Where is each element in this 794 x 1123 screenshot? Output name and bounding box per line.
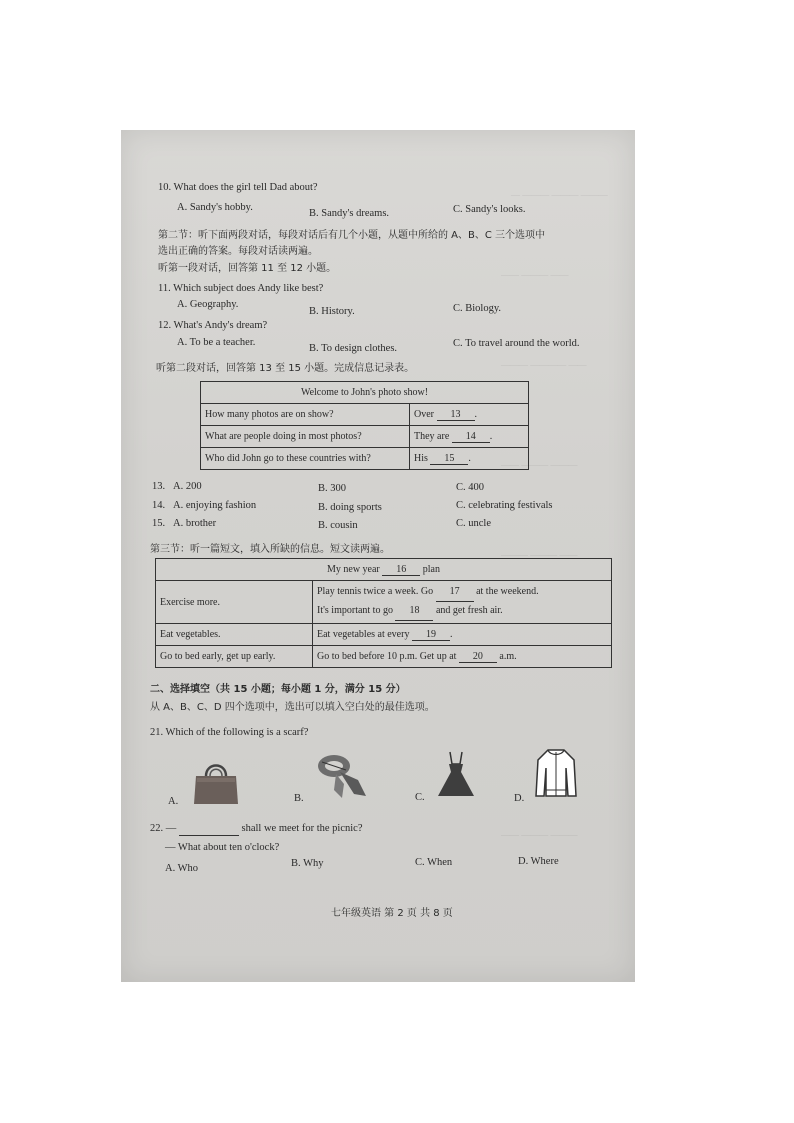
section2-instruction-line1: 第二节：听下面两段对话，每段对话后有几个小题，从题中所给的 A、B、C 三个选项中 [158, 230, 546, 241]
photo-show-table-title: Welcome to John's photo show! [201, 382, 529, 404]
q21-option-a: A. [168, 796, 179, 807]
bleed-through-text: — ——— ——— ——— [511, 190, 608, 200]
exam-page [121, 130, 635, 982]
section2-instruction-line2: 选出正确的答案。每段对话读两遍。 [158, 246, 318, 257]
table-row [201, 448, 529, 470]
q11-stem: 11. Which subject does Andy like best? [158, 283, 324, 294]
q14-option-b: B. doing sports [318, 502, 382, 513]
q15-option-a: A. brother [173, 518, 217, 529]
q14-option-c: C. celebrating festivals [456, 500, 553, 511]
q14-number: 14. [152, 500, 166, 511]
new-year-plan-table [155, 558, 612, 668]
answer-blank-18: 18 [395, 602, 433, 621]
table-row [156, 646, 612, 668]
answer-blank-15: 15 [430, 453, 468, 465]
table-question: How many photos are on show? [201, 404, 410, 426]
answer-blank-16: 16 [382, 564, 420, 576]
q12-option-a: A. To be a teacher. [177, 337, 256, 348]
part2-instruction: 从 A、B、C、D 四个选项中，选出可以填入空白处的最佳选项。 [150, 702, 435, 713]
q10-option-a: A. Sandy's hobby. [177, 202, 253, 213]
q22-reply: — What about ten o'clock? [165, 842, 280, 853]
part2-heading: 二、选择填空（共 15 小题；每小题 1 分，满分 15 分） [150, 684, 406, 695]
table-answer: They are 14 . [410, 426, 529, 448]
q14-option-a: A. enjoying fashion [173, 500, 257, 511]
plan-table-title: My new year 16 plan [156, 559, 612, 581]
bleed-through-text: —— ——— ——— [501, 460, 578, 470]
plan-detail-sleep: Go to bed before 10 p.m. Get up at 20 a.m. [313, 646, 612, 668]
q15-option-b: B. cousin [318, 520, 358, 531]
answer-blank-13: 13 [437, 409, 475, 421]
q11-option-b: B. History. [309, 306, 355, 317]
table-answer: Over 13 . [410, 404, 529, 426]
table-row [201, 426, 529, 448]
bleed-through-text: ——— ———— —— [501, 360, 587, 370]
q13-option-b: B. 300 [318, 483, 347, 494]
table-row [156, 581, 612, 624]
table-row [156, 624, 612, 646]
jacket-icon [534, 746, 578, 800]
bleed-through-text: —— ——— —— [501, 270, 569, 280]
table-question: What are people doing in most photos? [201, 426, 410, 448]
q22-option-d: D. Where [518, 856, 559, 867]
table-question: Who did John go to these countries with? [201, 448, 410, 470]
q12-option-c: C. To travel around the world. [453, 338, 580, 349]
q13-number: 13. [152, 481, 166, 492]
q11-option-a: A. Geography. [177, 299, 239, 310]
plan-label-sleep: Go to bed early, get up early. [156, 646, 313, 668]
plan-detail-vegetables: Eat vegetables at every 19 . [313, 624, 612, 646]
q22-stem: 22. — shall we meet for the picnic? [150, 823, 363, 834]
dress-icon [436, 750, 476, 800]
q10-option-c: C. Sandy's looks. [453, 204, 526, 215]
answer-blank-19: 19 [412, 629, 450, 641]
answer-blank-14: 14 [452, 431, 490, 443]
q12-stem: 12. What's Andy's dream? [158, 320, 268, 331]
page-footer: 七年级英语 第 2 页 共 8 页 [331, 908, 453, 919]
q13-option-a: A. 200 [173, 481, 202, 492]
q12-option-b: B. To design clothes. [309, 343, 398, 354]
answer-blank-20: 20 [459, 651, 497, 663]
dialog1-instruction: 听第一段对话，回答第 11 至 12 小题。 [158, 263, 337, 274]
q15-option-c: C. uncle [456, 518, 491, 529]
plan-label-exercise: Exercise more. [156, 581, 313, 624]
q11-option-c: C. Biology. [453, 303, 502, 314]
photo-show-table [200, 381, 529, 470]
table-answer: His 15 . [410, 448, 529, 470]
answer-blank-17: 17 [436, 583, 474, 602]
q22-option-c: C. When [415, 857, 453, 868]
scarf-icon [314, 750, 370, 800]
q21-stem: 21. Which of the following is a scarf? [150, 727, 309, 738]
q21-option-c: C. [415, 792, 425, 803]
q21-option-d: D. [514, 793, 525, 804]
bleed-through-text: ——— ——— —— [501, 550, 578, 560]
plan-label-vegetables: Eat vegetables. [156, 624, 313, 646]
section3-instruction: 第三节：听一篇短文，填入所缺的信息。短文读两遍。 [150, 544, 390, 555]
q22-option-b: B. Why [291, 858, 324, 869]
q13-option-c: C. 400 [456, 482, 485, 493]
handbag-icon [191, 756, 241, 808]
dialog2-instruction: 听第二段对话，回答第 13 至 15 小题。完成信息记录表。 [156, 363, 415, 374]
plan-detail-exercise: Play tennis twice a week. Go 17 at the weekend. It's important to go 18 and get fresh air. [313, 581, 612, 624]
q15-number: 15. [152, 518, 166, 529]
q22-option-a: A. Who [165, 863, 199, 874]
q22-blank [179, 822, 239, 836]
q10-option-b: B. Sandy's dreams. [309, 208, 390, 219]
table-row [201, 404, 529, 426]
bleed-through-text: —— ——— ——— [501, 830, 578, 840]
q21-option-b: B. [294, 793, 304, 804]
q10-stem: 10. What does the girl tell Dad about? [158, 182, 318, 193]
